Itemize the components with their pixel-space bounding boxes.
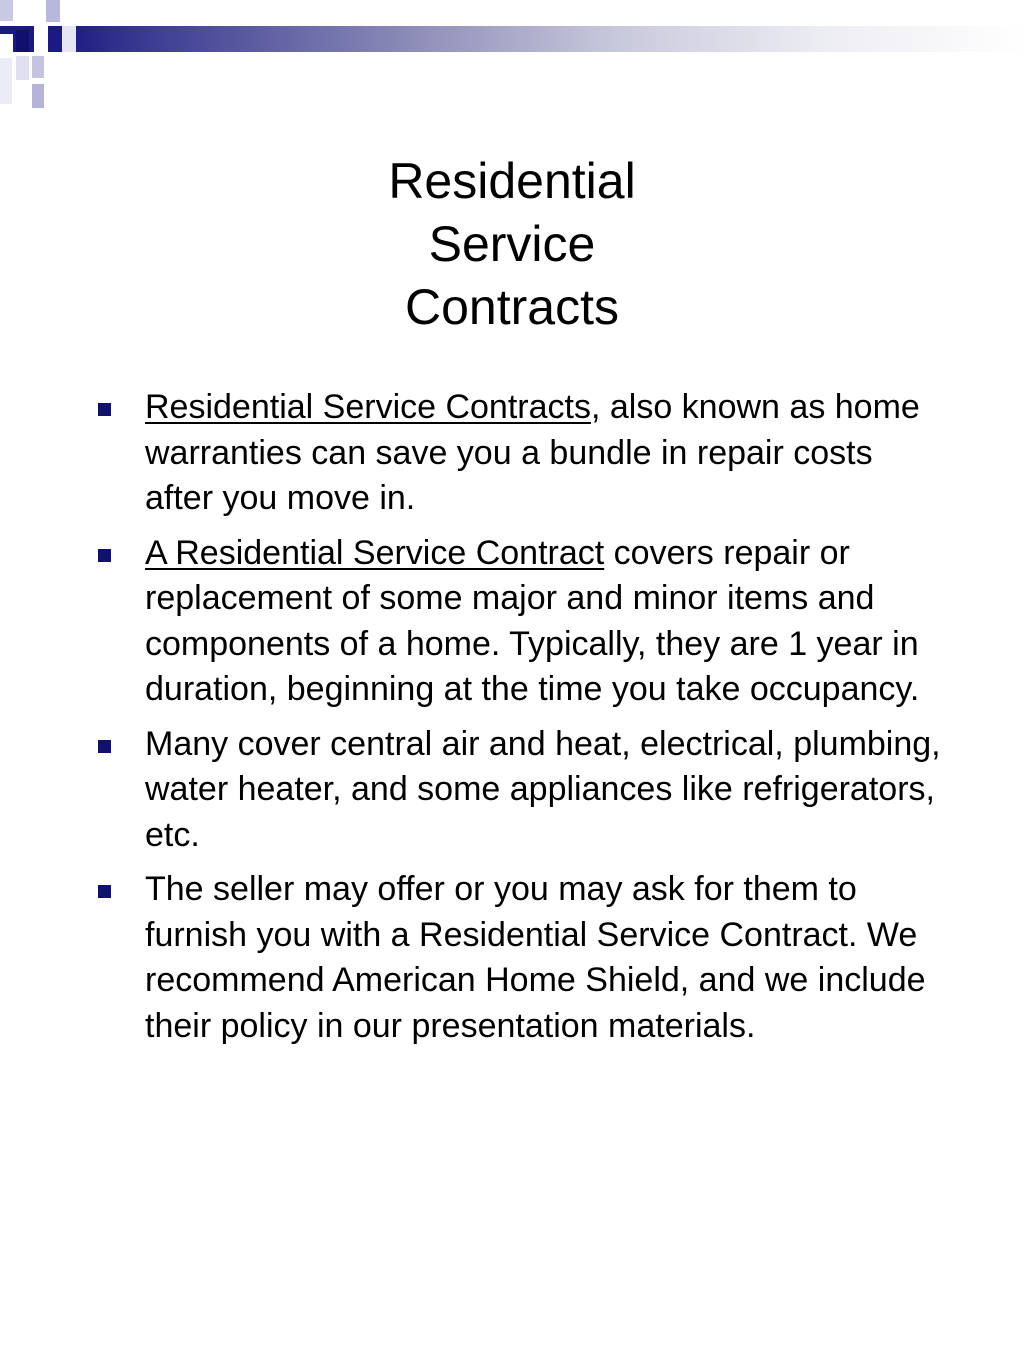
decorative-square — [32, 56, 44, 78]
bullet-text: The seller may offer or you may ask for them to furnish you with a Residential Service Contract. We recommend American Home Shield, and we include their policy in our presentation materials. — [145, 870, 926, 1045]
title-line: Service — [428, 216, 596, 272]
title-line: Residential — [388, 153, 636, 209]
square-bullet-icon — [98, 740, 111, 753]
bullet-item — [95, 867, 945, 1049]
bullet-text: , also known as home warranties can save you a bundle in repair costs after you move in. — [145, 388, 920, 517]
square-bullet-icon — [98, 549, 111, 562]
decorative-square — [16, 30, 29, 52]
decorative-square — [34, 26, 48, 52]
decorative-square — [19, 0, 32, 21]
bullet-item — [95, 531, 945, 713]
title-line: Contracts — [405, 279, 619, 335]
bullet-item — [95, 385, 945, 522]
decorative-square — [46, 0, 60, 22]
square-bullet-icon — [98, 403, 111, 416]
underlined-term: A Residential Service Contract — [145, 533, 605, 572]
decorative-square — [0, 0, 13, 21]
underlined-term: Residential Service Contracts — [145, 388, 591, 426]
decorative-square — [0, 58, 12, 104]
bullet-text: Many cover central air and heat, electrical, plumbing, water heater, and some appliances like refrigerators, etc. — [145, 724, 941, 854]
header-decoration — [0, 0, 1024, 110]
decorative-square — [32, 84, 44, 108]
decorative-square — [0, 34, 13, 54]
bullet-text: covers repair or replacement of some major and minor items and components of a home. Typically, they are 1 year in duration, beginning at the time you take occupancy. — [145, 533, 920, 708]
header-gradient-bar — [0, 26, 1024, 52]
decorative-square — [62, 26, 76, 52]
decorative-square — [16, 56, 29, 80]
slide-title — [212, 150, 812, 339]
square-bullet-icon — [98, 885, 111, 898]
bullet-item — [95, 722, 945, 859]
bullet-list — [95, 385, 945, 1058]
